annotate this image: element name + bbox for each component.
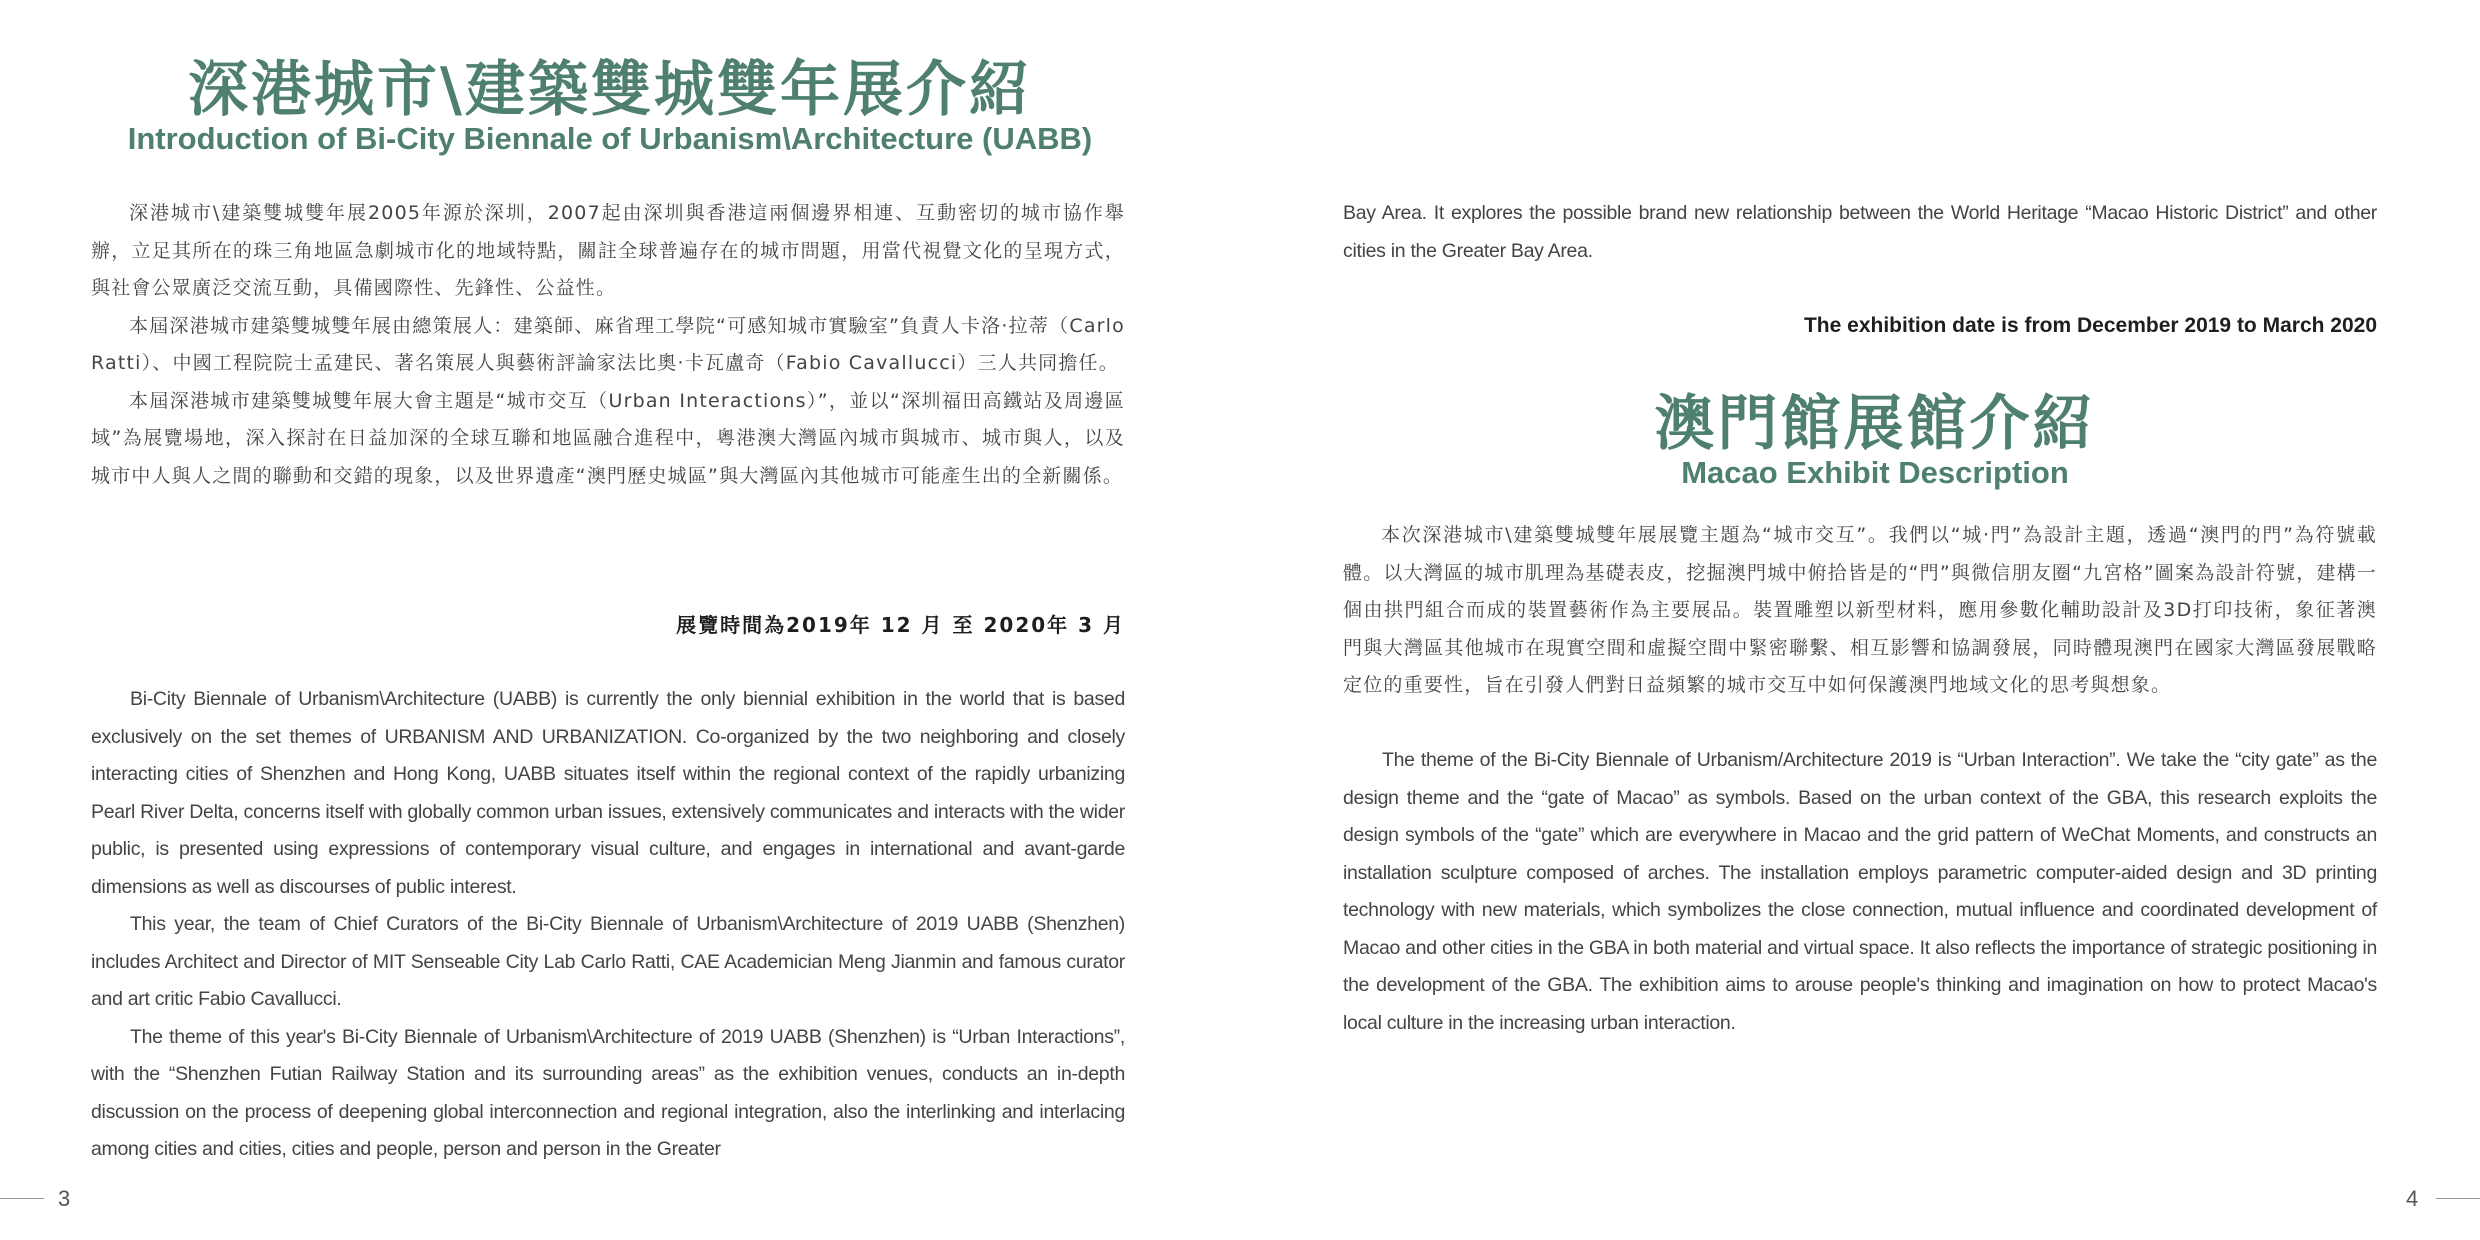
intro-cn-paragraph: 深港城市\建築雙城雙年展2005年源於深圳，2007起由深圳與香港這兩個邊界相連、互動密切的城市協作舉辦，立足其所在的珠三角地區急劇城市化的地域特點，關註全球普遍存在的城市問題，用當代視覺文化的呈現方式，與社會公眾廣泛交流互動，具備國際性、先鋒性、公益性。 — [91, 202, 1125, 299]
section-title-en: Macao Exhibit Description — [1681, 455, 2069, 490]
continued-en-paragraph: Bay Area. It explores the possible brand new relationship between the World Heritage “Macao Historic District” and other cities in the Greater Bay Area. — [1343, 202, 2377, 262]
intro-cn-paragraph: 本屆深港城市建築雙城雙年展由總策展人：建築師、麻省理工學院“可感知城市實驗室”負責人卡洛·拉蒂（Carlo Ratti）、中國工程院院士孟建民、著名策展人與藝術評論家法比奧·卡瓦盧奇（Fabio Cavallucci）三人共同擔任。 — [91, 314, 1125, 374]
macao-cn-paragraph: 本次深港城市\建築雙城雙年展展覽主題為“城市交互”。我們以“城·門”為設計主題，透過“澳門的門”為符號載體。以大灣區的城市肌理為基礎表皮，挖掘澳門城中俯拾皆是的“門”與微信朋友圈“九宮格”圖案為設計符號，建構一個由拱門組合而成的裝置藝術作為主要展品。裝置雕塑以新型材料，應用參數化輔助設計及3D打印技術，象征著澳門與大灣區其他城市在現實空間和虛擬空間中緊密聯繫、相互影響和協調發展，同時體現澳門在國家大灣區發展戰略定位的重要性，旨在引發人們對日益頻繁的城市交互中如何保護澳門地域文化的思考與想象。 — [1343, 524, 2377, 696]
intro-cn-block — [91, 195, 1125, 495]
page-number: 4 — [2406, 1186, 2419, 1211]
intro-en-paragraph: Bi-City Biennale of Urbanism\Architecture (UABB) is currently the only biennial exhibition in the world that is based exclusively on the set themes of URBANISM AND URBANIZATION. Co-organized by the two neighboring and closely interacting cities of Shenzhen and Hong Kong, UABB situates itself within the regional context of the rapidly urbanizing Pearl River Delta, concerns itself with globally common urban issues, extensively communicates and interacts with the wider public, is presented using expressions of contemporary visual culture, and engages in international and avant-garde dimensions as well as discourses of public interest. — [91, 688, 1125, 898]
exhibition-date-cn: 展覽時間為2019年 12 月 至 2020年 3 月 — [676, 613, 1125, 637]
exhibition-date-en: The exhibition date is from December 2019 to March 2020 — [1803, 314, 2377, 337]
intro-en-paragraph: This year, the team of Chief Curators of the Bi-City Biennale of Urbanism\Architecture of 2019 UABB (Shenzhen) includes Architect and Director of MIT Senseable City Lab Carlo Ratti, CAE Academician Meng Jianmin and famous curator and art critic Fabio Cavallucci. — [91, 913, 1125, 1010]
page-number-rule — [2436, 1198, 2480, 1199]
macao-en-paragraph: The theme of the Bi-City Biennale of Urbanism/Architecture 2019 is “Urban Interaction”. We take the “city gate” as the design theme and the “gate of Macao” as symbols. Based on the urban context of the GBA, this research exploits the design symbols of the “gate” which are everywhere in Macao and the grid pattern of WeChat Moments, and constructs an installation sculpture composed of arches. The installation employs parametric computer-aided design and 3D printing technology with new materials, which symbolizes the close connection, mutual influence and coordinated development of Macao and other cities in the GBA in both material and virtual space. It also reflects the importance of strategic positioning in the development of the GBA. The exhibition aims to arouse people's thinking and imagination on how to protect Macao's local culture in the increasing urban interaction. — [1343, 749, 2377, 1034]
continued-en-block — [1343, 195, 2377, 270]
section-title-cn: 澳門館展館介紹 — [1654, 389, 2096, 459]
macao-cn-block — [1343, 517, 2377, 705]
macao-en-block — [1343, 742, 2377, 1042]
page-title-cn: 深港城市\建築雙城雙年展介紹 — [188, 55, 1032, 125]
right-page — [1240, 0, 2480, 1240]
page-number-rule — [0, 1198, 44, 1199]
intro-cn-paragraph: 本屆深港城市建築雙城雙年展大會主題是“城市交互（Urban Interactions）”，並以“深圳福田高鐵站及周邊區域”為展覽場地，深入探討在日益加深的全球互聯和地區融合進程中，粵港澳大灣區內城市與城市、城市與人，以及城市中人與人之間的聯動和交錯的現象，以及世界遺產“澳門歷史城區”與大灣區內其他城市可能產生出的全新關係。 — [91, 389, 1125, 487]
intro-en-block — [91, 681, 1125, 1169]
page-title-en: Introduction of Bi-City Biennale of Urbanism\Architecture (UABB) — [127, 121, 1093, 156]
page-number: 3 — [58, 1186, 71, 1211]
intro-en-paragraph: The theme of this year's Bi-City Biennale of Urbanism\Architecture of 2019 UABB (Shenzhen) is “Urban Interactions”, with the “Shenzhen Futian Railway Station and its surrounding areas” as the exhibition venues, conducts an in-depth discussion on the process of deepening global interconnection and regional integration, also the interlinking and interlacing among cities and cities, cities and people, person and person in the Greater — [91, 1025, 1125, 1160]
